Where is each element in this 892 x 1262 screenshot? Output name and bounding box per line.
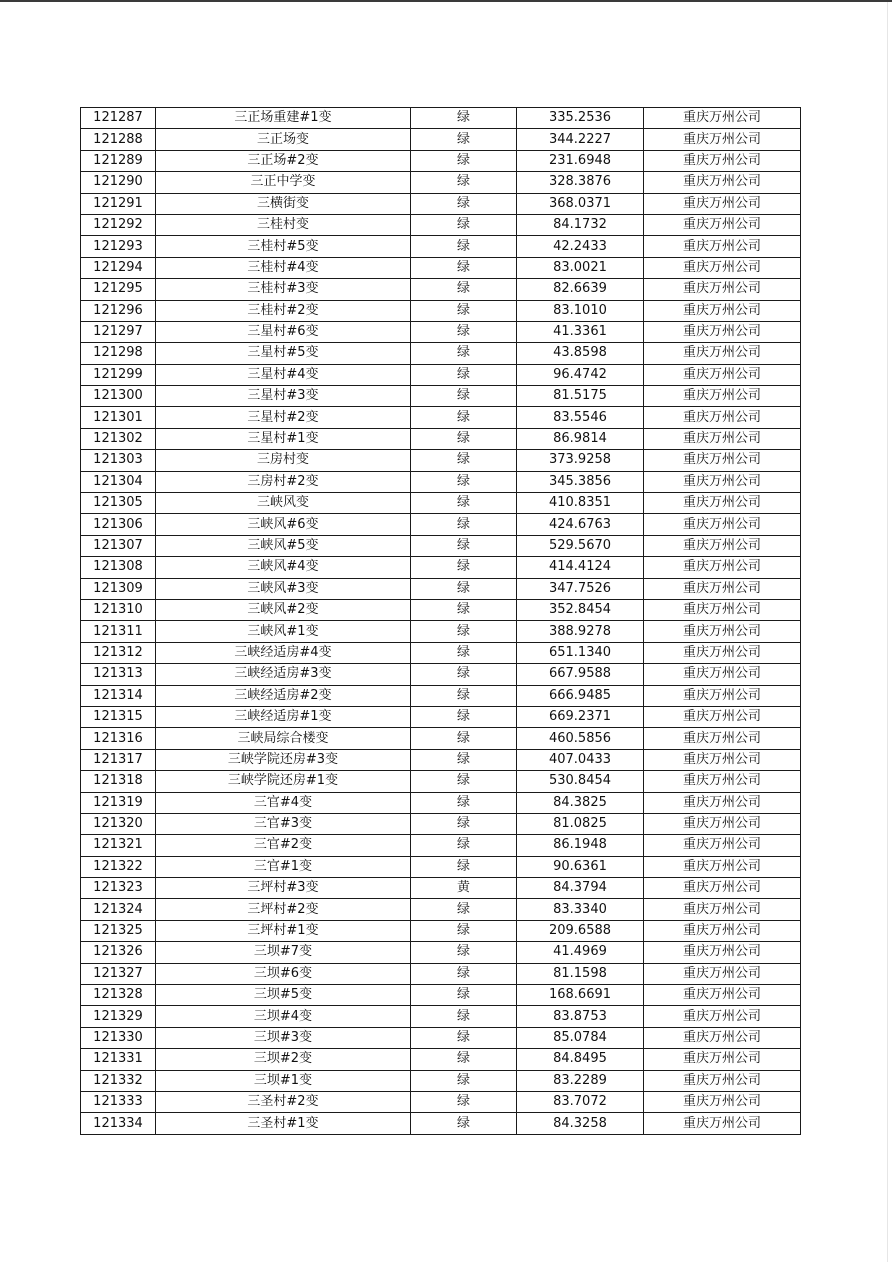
cell-status: 绿 — [411, 493, 517, 514]
cell-company: 重庆万州公司 — [644, 578, 801, 599]
table-row — [81, 1070, 801, 1091]
cell-station-name: 三峡风#3变 — [156, 578, 411, 599]
page-top-border — [0, 0, 892, 2]
table-row — [81, 856, 801, 877]
table-row — [81, 642, 801, 663]
cell-status: 绿 — [411, 428, 517, 449]
cell-value: 42.2433 — [517, 236, 644, 257]
cell-value: 43.8598 — [517, 343, 644, 364]
cell-id: 121301 — [81, 407, 156, 428]
cell-status: 绿 — [411, 407, 517, 428]
cell-station-name: 三峡风#1变 — [156, 621, 411, 642]
cell-id: 121313 — [81, 664, 156, 685]
cell-id: 121287 — [81, 108, 156, 129]
cell-company: 重庆万州公司 — [644, 450, 801, 471]
cell-value: 669.2371 — [517, 706, 644, 727]
cell-status: 绿 — [411, 835, 517, 856]
cell-id: 121296 — [81, 300, 156, 321]
cell-status: 绿 — [411, 963, 517, 984]
cell-value: 83.1010 — [517, 300, 644, 321]
cell-id: 121307 — [81, 535, 156, 556]
cell-company: 重庆万州公司 — [644, 343, 801, 364]
table-row — [81, 878, 801, 899]
cell-status: 绿 — [411, 792, 517, 813]
table-row — [81, 172, 801, 193]
cell-value: 651.1340 — [517, 642, 644, 663]
cell-company: 重庆万州公司 — [644, 642, 801, 663]
cell-company: 重庆万州公司 — [644, 813, 801, 834]
cell-id: 121295 — [81, 279, 156, 300]
cell-status: 绿 — [411, 1027, 517, 1048]
cell-value: 41.4969 — [517, 942, 644, 963]
cell-value: 90.6361 — [517, 856, 644, 877]
cell-status: 绿 — [411, 129, 517, 150]
cell-station-name: 三星村#1变 — [156, 428, 411, 449]
cell-id: 121289 — [81, 150, 156, 171]
cell-value: 335.2536 — [517, 108, 644, 129]
cell-station-name: 三桂村变 — [156, 214, 411, 235]
cell-company: 重庆万州公司 — [644, 279, 801, 300]
cell-value: 209.6588 — [517, 920, 644, 941]
cell-status: 绿 — [411, 172, 517, 193]
cell-station-name: 三坝#5变 — [156, 985, 411, 1006]
cell-station-name: 三圣村#2变 — [156, 1091, 411, 1112]
cell-station-name: 三坝#1变 — [156, 1070, 411, 1091]
cell-id: 121315 — [81, 706, 156, 727]
cell-value: 86.1948 — [517, 835, 644, 856]
cell-station-name: 三坪村#3变 — [156, 878, 411, 899]
cell-id: 121317 — [81, 749, 156, 770]
cell-status: 绿 — [411, 535, 517, 556]
cell-company: 重庆万州公司 — [644, 835, 801, 856]
cell-status: 绿 — [411, 257, 517, 278]
table-row — [81, 535, 801, 556]
cell-station-name: 三官#2变 — [156, 835, 411, 856]
cell-value: 168.6691 — [517, 985, 644, 1006]
cell-id: 121318 — [81, 771, 156, 792]
cell-id: 121328 — [81, 985, 156, 1006]
cell-value: 84.3825 — [517, 792, 644, 813]
cell-status: 绿 — [411, 279, 517, 300]
cell-id: 121311 — [81, 621, 156, 642]
table-row — [81, 749, 801, 770]
cell-status: 绿 — [411, 728, 517, 749]
cell-value: 407.0433 — [517, 749, 644, 770]
cell-status: 绿 — [411, 856, 517, 877]
cell-id: 121300 — [81, 386, 156, 407]
cell-station-name: 三正场#2变 — [156, 150, 411, 171]
cell-value: 83.2289 — [517, 1070, 644, 1091]
cell-company: 重庆万州公司 — [644, 771, 801, 792]
cell-value: 344.2227 — [517, 129, 644, 150]
cell-id: 121305 — [81, 493, 156, 514]
cell-id: 121290 — [81, 172, 156, 193]
cell-station-name: 三峡风#2变 — [156, 599, 411, 620]
cell-station-name: 三星村#5变 — [156, 343, 411, 364]
cell-company: 重庆万州公司 — [644, 728, 801, 749]
cell-status: 绿 — [411, 386, 517, 407]
page-right-edge — [887, 2, 888, 1262]
cell-status: 绿 — [411, 236, 517, 257]
table-row — [81, 321, 801, 342]
cell-station-name: 三官#3变 — [156, 813, 411, 834]
cell-value: 83.5546 — [517, 407, 644, 428]
cell-value: 388.9278 — [517, 621, 644, 642]
cell-company: 重庆万州公司 — [644, 150, 801, 171]
cell-value: 414.4124 — [517, 557, 644, 578]
cell-company: 重庆万州公司 — [644, 493, 801, 514]
cell-station-name: 三坪村#2变 — [156, 899, 411, 920]
cell-id: 121314 — [81, 685, 156, 706]
cell-station-name: 三峡经适房#1变 — [156, 706, 411, 727]
cell-id: 121308 — [81, 557, 156, 578]
cell-id: 121312 — [81, 642, 156, 663]
cell-status: 绿 — [411, 514, 517, 535]
table-row — [81, 300, 801, 321]
cell-id: 121334 — [81, 1113, 156, 1134]
table-row — [81, 920, 801, 941]
table-row — [81, 150, 801, 171]
cell-status: 绿 — [411, 557, 517, 578]
cell-station-name: 三官#1变 — [156, 856, 411, 877]
cell-status: 绿 — [411, 214, 517, 235]
cell-station-name: 三横街变 — [156, 193, 411, 214]
cell-station-name: 三星村#3变 — [156, 386, 411, 407]
table-row — [81, 1049, 801, 1070]
cell-status: 绿 — [411, 150, 517, 171]
cell-status: 绿 — [411, 749, 517, 770]
cell-company: 重庆万州公司 — [644, 942, 801, 963]
cell-company: 重庆万州公司 — [644, 300, 801, 321]
cell-company: 重庆万州公司 — [644, 664, 801, 685]
table-row — [81, 813, 801, 834]
cell-company: 重庆万州公司 — [644, 407, 801, 428]
cell-company: 重庆万州公司 — [644, 1113, 801, 1134]
table-row — [81, 129, 801, 150]
cell-company: 重庆万州公司 — [644, 985, 801, 1006]
cell-id: 121299 — [81, 364, 156, 385]
cell-status: 绿 — [411, 985, 517, 1006]
cell-company: 重庆万州公司 — [644, 129, 801, 150]
cell-id: 121291 — [81, 193, 156, 214]
cell-company: 重庆万州公司 — [644, 386, 801, 407]
cell-value: 368.0371 — [517, 193, 644, 214]
cell-status: 绿 — [411, 621, 517, 642]
cell-status: 绿 — [411, 578, 517, 599]
cell-company: 重庆万州公司 — [644, 1006, 801, 1027]
table-row — [81, 450, 801, 471]
cell-status: 绿 — [411, 1091, 517, 1112]
cell-value: 328.3876 — [517, 172, 644, 193]
cell-id: 121293 — [81, 236, 156, 257]
cell-station-name: 三峡学院还房#3变 — [156, 749, 411, 770]
cell-status: 绿 — [411, 1006, 517, 1027]
cell-status: 绿 — [411, 1113, 517, 1134]
cell-station-name: 三桂村#5变 — [156, 236, 411, 257]
cell-value: 666.9485 — [517, 685, 644, 706]
cell-id: 121326 — [81, 942, 156, 963]
table-row — [81, 364, 801, 385]
table-row — [81, 1113, 801, 1134]
table-row — [81, 985, 801, 1006]
table-row — [81, 514, 801, 535]
cell-value: 81.0825 — [517, 813, 644, 834]
cell-value: 231.6948 — [517, 150, 644, 171]
cell-company: 重庆万州公司 — [644, 1091, 801, 1112]
table-row — [81, 685, 801, 706]
cell-value: 373.9258 — [517, 450, 644, 471]
cell-id: 121297 — [81, 321, 156, 342]
cell-id: 121329 — [81, 1006, 156, 1027]
cell-company: 重庆万州公司 — [644, 471, 801, 492]
table-row — [81, 899, 801, 920]
cell-value: 85.0784 — [517, 1027, 644, 1048]
cell-company: 重庆万州公司 — [644, 108, 801, 129]
cell-station-name: 三正场变 — [156, 129, 411, 150]
table-row — [81, 771, 801, 792]
cell-status: 绿 — [411, 685, 517, 706]
cell-company: 重庆万州公司 — [644, 514, 801, 535]
cell-company: 重庆万州公司 — [644, 792, 801, 813]
table-row — [81, 471, 801, 492]
cell-value: 529.5670 — [517, 535, 644, 556]
cell-id: 121330 — [81, 1027, 156, 1048]
cell-station-name: 三峡风#6变 — [156, 514, 411, 535]
cell-station-name: 三峡学院还房#1变 — [156, 771, 411, 792]
cell-station-name: 三正中学变 — [156, 172, 411, 193]
table-row — [81, 557, 801, 578]
cell-id: 121320 — [81, 813, 156, 834]
cell-value: 345.3856 — [517, 471, 644, 492]
cell-station-name: 三正场重建#1变 — [156, 108, 411, 129]
cell-id: 121292 — [81, 214, 156, 235]
cell-value: 460.5856 — [517, 728, 644, 749]
cell-id: 121310 — [81, 599, 156, 620]
cell-value: 410.8351 — [517, 493, 644, 514]
cell-station-name: 三房村#2变 — [156, 471, 411, 492]
cell-id: 121303 — [81, 450, 156, 471]
transformer-data-table — [80, 107, 801, 1135]
cell-station-name: 三官#4变 — [156, 792, 411, 813]
cell-company: 重庆万州公司 — [644, 599, 801, 620]
cell-value: 84.8495 — [517, 1049, 644, 1070]
cell-status: 黄 — [411, 878, 517, 899]
cell-status: 绿 — [411, 364, 517, 385]
table-row — [81, 493, 801, 514]
cell-value: 83.8753 — [517, 1006, 644, 1027]
cell-value: 83.0021 — [517, 257, 644, 278]
cell-station-name: 三坪村#1变 — [156, 920, 411, 941]
cell-value: 86.9814 — [517, 428, 644, 449]
cell-company: 重庆万州公司 — [644, 621, 801, 642]
cell-id: 121294 — [81, 257, 156, 278]
cell-value: 83.3340 — [517, 899, 644, 920]
cell-id: 121302 — [81, 428, 156, 449]
cell-value: 82.6639 — [517, 279, 644, 300]
table-row — [81, 343, 801, 364]
cell-id: 121304 — [81, 471, 156, 492]
cell-status: 绿 — [411, 1070, 517, 1091]
table-row — [81, 193, 801, 214]
table-row — [81, 835, 801, 856]
cell-id: 121322 — [81, 856, 156, 877]
cell-status: 绿 — [411, 664, 517, 685]
cell-station-name: 三峡风#4变 — [156, 557, 411, 578]
cell-station-name: 三房村变 — [156, 450, 411, 471]
table-row — [81, 706, 801, 727]
cell-value: 84.3258 — [517, 1113, 644, 1134]
table-row — [81, 407, 801, 428]
cell-company: 重庆万州公司 — [644, 214, 801, 235]
cell-id: 121325 — [81, 920, 156, 941]
cell-company: 重庆万州公司 — [644, 963, 801, 984]
cell-value: 84.3794 — [517, 878, 644, 899]
cell-company: 重庆万州公司 — [644, 193, 801, 214]
cell-station-name: 三坝#7变 — [156, 942, 411, 963]
cell-company: 重庆万州公司 — [644, 685, 801, 706]
cell-id: 121309 — [81, 578, 156, 599]
cell-status: 绿 — [411, 706, 517, 727]
cell-company: 重庆万州公司 — [644, 236, 801, 257]
cell-value: 84.1732 — [517, 214, 644, 235]
cell-company: 重庆万州公司 — [644, 535, 801, 556]
cell-station-name: 三坝#3变 — [156, 1027, 411, 1048]
cell-station-name: 三圣村#1变 — [156, 1113, 411, 1134]
cell-station-name: 三峡局综合楼变 — [156, 728, 411, 749]
cell-status: 绿 — [411, 108, 517, 129]
table-row — [81, 257, 801, 278]
cell-company: 重庆万州公司 — [644, 557, 801, 578]
cell-company: 重庆万州公司 — [644, 1070, 801, 1091]
table-row — [81, 942, 801, 963]
table-row — [81, 578, 801, 599]
cell-value: 352.8454 — [517, 599, 644, 620]
table-row — [81, 1027, 801, 1048]
cell-status: 绿 — [411, 813, 517, 834]
cell-status: 绿 — [411, 942, 517, 963]
cell-station-name: 三峡风#5变 — [156, 535, 411, 556]
cell-status: 绿 — [411, 642, 517, 663]
cell-company: 重庆万州公司 — [644, 172, 801, 193]
cell-station-name: 三星村#2变 — [156, 407, 411, 428]
cell-value: 424.6763 — [517, 514, 644, 535]
table-row — [81, 792, 801, 813]
cell-value: 81.1598 — [517, 963, 644, 984]
cell-status: 绿 — [411, 471, 517, 492]
cell-value: 83.7072 — [517, 1091, 644, 1112]
table-row — [81, 386, 801, 407]
cell-company: 重庆万州公司 — [644, 706, 801, 727]
table-row — [81, 963, 801, 984]
table-row — [81, 664, 801, 685]
cell-status: 绿 — [411, 771, 517, 792]
cell-company: 重庆万州公司 — [644, 1049, 801, 1070]
cell-value: 41.3361 — [517, 321, 644, 342]
cell-status: 绿 — [411, 599, 517, 620]
cell-id: 121306 — [81, 514, 156, 535]
cell-status: 绿 — [411, 300, 517, 321]
cell-id: 121331 — [81, 1049, 156, 1070]
table-row — [81, 214, 801, 235]
cell-station-name: 三桂村#2变 — [156, 300, 411, 321]
cell-status: 绿 — [411, 321, 517, 342]
cell-station-name: 三桂村#3变 — [156, 279, 411, 300]
cell-status: 绿 — [411, 920, 517, 941]
table-row — [81, 1091, 801, 1112]
table-row — [81, 599, 801, 620]
cell-company: 重庆万州公司 — [644, 920, 801, 941]
table-row — [81, 1006, 801, 1027]
cell-station-name: 三峡经适房#3变 — [156, 664, 411, 685]
cell-company: 重庆万州公司 — [644, 364, 801, 385]
cell-value: 667.9588 — [517, 664, 644, 685]
cell-id: 121332 — [81, 1070, 156, 1091]
cell-id: 121324 — [81, 899, 156, 920]
table-row — [81, 728, 801, 749]
table-body — [81, 108, 801, 1135]
cell-company: 重庆万州公司 — [644, 257, 801, 278]
cell-station-name: 三坝#4变 — [156, 1006, 411, 1027]
cell-id: 121298 — [81, 343, 156, 364]
cell-id: 121323 — [81, 878, 156, 899]
cell-station-name: 三峡经适房#2变 — [156, 685, 411, 706]
cell-status: 绿 — [411, 343, 517, 364]
cell-id: 121327 — [81, 963, 156, 984]
cell-station-name: 三峡风变 — [156, 493, 411, 514]
cell-id: 121321 — [81, 835, 156, 856]
cell-company: 重庆万州公司 — [644, 856, 801, 877]
table-row — [81, 621, 801, 642]
cell-company: 重庆万州公司 — [644, 321, 801, 342]
cell-company: 重庆万州公司 — [644, 749, 801, 770]
table-row — [81, 236, 801, 257]
cell-station-name: 三峡经适房#4变 — [156, 642, 411, 663]
cell-status: 绿 — [411, 899, 517, 920]
cell-station-name: 三桂村#4变 — [156, 257, 411, 278]
cell-id: 121319 — [81, 792, 156, 813]
cell-id: 121316 — [81, 728, 156, 749]
cell-status: 绿 — [411, 450, 517, 471]
cell-value: 347.7526 — [517, 578, 644, 599]
table-row — [81, 428, 801, 449]
cell-status: 绿 — [411, 1049, 517, 1070]
table-row — [81, 108, 801, 129]
cell-company: 重庆万州公司 — [644, 1027, 801, 1048]
cell-value: 530.8454 — [517, 771, 644, 792]
cell-id: 121288 — [81, 129, 156, 150]
cell-station-name: 三坝#6变 — [156, 963, 411, 984]
cell-company: 重庆万州公司 — [644, 428, 801, 449]
cell-station-name: 三坝#2变 — [156, 1049, 411, 1070]
cell-station-name: 三星村#4变 — [156, 364, 411, 385]
table-row — [81, 279, 801, 300]
cell-company: 重庆万州公司 — [644, 899, 801, 920]
cell-station-name: 三星村#6变 — [156, 321, 411, 342]
cell-company: 重庆万州公司 — [644, 878, 801, 899]
cell-value: 81.5175 — [517, 386, 644, 407]
cell-value: 96.4742 — [517, 364, 644, 385]
cell-status: 绿 — [411, 193, 517, 214]
cell-id: 121333 — [81, 1091, 156, 1112]
